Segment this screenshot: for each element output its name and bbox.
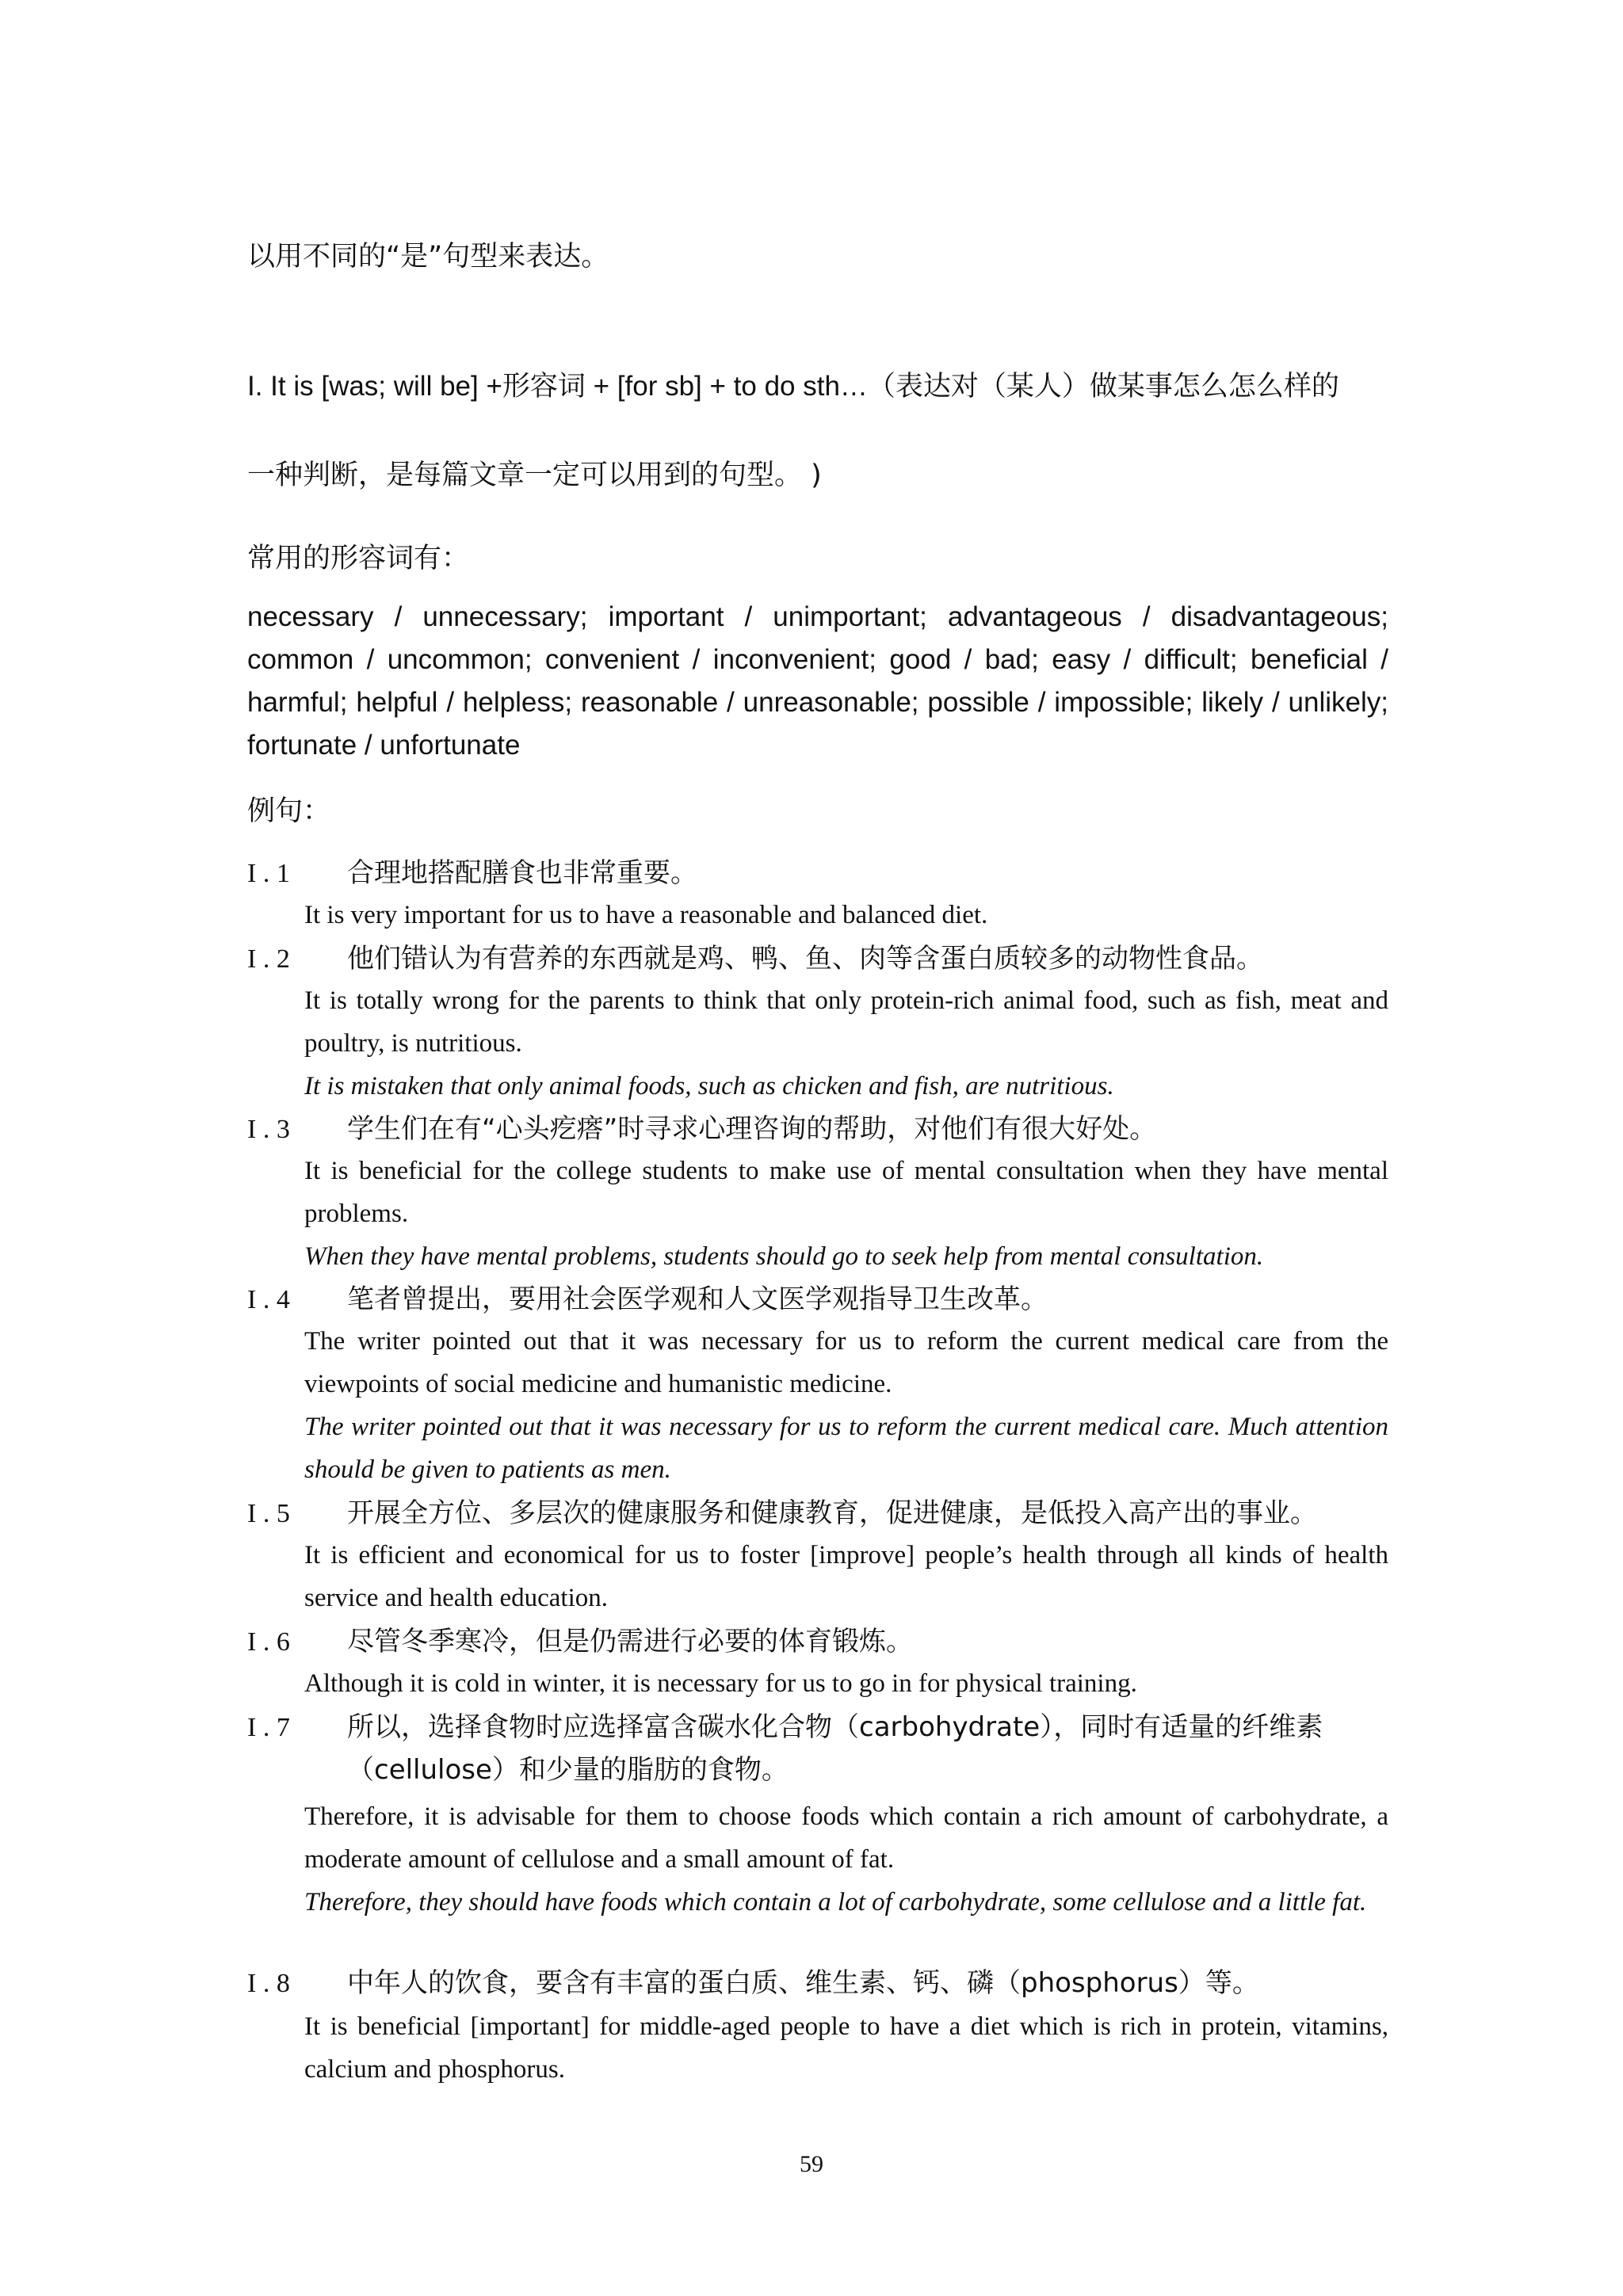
example-chinese: 笔者曾提出，要用社会医学观和人文医学观指导卫生改革。 bbox=[347, 1283, 1048, 1315]
example-8-heading bbox=[247, 1966, 1388, 2001]
example-2-heading bbox=[247, 941, 1388, 977]
example-number: I . 3 bbox=[247, 1115, 290, 1144]
example-5-translation: It is efficient and economical for us to foster [improve] people’s health through all kinds of health service and health education. bbox=[304, 1541, 1388, 1612]
example-7-heading bbox=[247, 1710, 1388, 1745]
pattern-description: （表达对（某人）做某事怎么怎么样的 bbox=[867, 371, 1339, 402]
example-4-translation: The writer pointed out that it was necessary for us to reform the current medical care from the viewpoints of social medicine and humanistic medicine. bbox=[304, 1327, 1388, 1398]
example-number: I . 5 bbox=[247, 1499, 290, 1528]
example-number: I . 4 bbox=[247, 1285, 290, 1314]
example-number: I . 1 bbox=[247, 859, 290, 888]
example-3-alternative: When they have mental problems, students should go to seek help from mental consultation. bbox=[304, 1242, 1264, 1271]
example-1-heading bbox=[247, 856, 1388, 891]
example-number: I . 6 bbox=[247, 1627, 290, 1657]
example-chinese: 所以，选择食物时应选择富含碳水化合物（carbohydrate），同时有适量的纤维素 bbox=[347, 1711, 1323, 1743]
example-3-translation: It is beneficial for the college students to make use of mental consultation when they have mental problems. bbox=[304, 1157, 1388, 1228]
example-2-translation: It is totally wrong for the parents to think that only protein-rich animal food, such as fish, meat and poultry, is nutritious. bbox=[304, 986, 1388, 1058]
intro-line: 以用不同的“是”句型来表达。 bbox=[247, 241, 609, 273]
example-4-alternative: The writer pointed out that it was necessary for us to reform the current medical care. Much attention should be given to patients as men. bbox=[304, 1413, 1388, 1484]
example-chinese: 尽管冬季寒冷，但是仍需进行必要的体育锻炼。 bbox=[347, 1626, 913, 1657]
example-chinese: 他们错认为有营养的东西就是鸡、鸭、鱼、肉等含蛋白质较多的动物性食品。 bbox=[347, 943, 1263, 974]
pattern-formula: I. It is [was; will be] +形容词 + [for sb] + to do sth… bbox=[247, 371, 868, 402]
examples-heading: 例句： bbox=[247, 795, 331, 827]
example-chinese: 学生们在有“心头疙瘩”时寻求心理咨询的帮助，对他们有很大好处。 bbox=[347, 1113, 1157, 1145]
pattern-line-1 bbox=[247, 369, 1388, 404]
example-8-translation: It is beneficial [important] for middle-aged people to have a diet which is rich in protein, vitamins, calcium and phosphorus. bbox=[304, 2012, 1388, 2084]
example-7-chinese-continued: （cellulose）和少量的脂肪的食物。 bbox=[347, 1754, 789, 1786]
pattern-line-2: 一种判断，是每篇文章一定可以用到的句型。 ) bbox=[247, 460, 822, 491]
example-number: I . 8 bbox=[247, 1969, 290, 1998]
example-number: I . 2 bbox=[247, 944, 290, 974]
example-1-translation: It is very important for us to have a reasonable and balanced diet. bbox=[304, 901, 988, 929]
example-5-heading bbox=[247, 1496, 1388, 1531]
example-6-heading bbox=[247, 1624, 1388, 1660]
example-chinese: 合理地搭配膳食也非常重要。 bbox=[347, 857, 697, 889]
example-chinese: 开展全方位、多层次的健康服务和健康教育，促进健康，是低投入高产出的事业。 bbox=[347, 1497, 1317, 1529]
adjectives-heading: 常用的形容词有： bbox=[247, 543, 470, 574]
example-6-translation: Although it is cold in winter, it is necessary for us to go in for physical training. bbox=[304, 1669, 1137, 1698]
example-number: I . 7 bbox=[247, 1713, 290, 1742]
example-chinese: 中年人的饮食，要含有丰富的蛋白质、维生素、钙、磷（phosphorus）等。 bbox=[347, 1967, 1259, 1999]
example-7-translation: Therefore, it is advisable for them to choose foods which contain a rich amount of carbohydrate, a moderate amount of cellulose and a small amount of fat. bbox=[304, 1802, 1388, 1874]
adjectives-list: necessary / unnecessary; important / unimportant; advantageous / disadvantageous; common / uncommon; convenient / inconvenient; good / bad; easy / difficult; beneficial / harmful; helpful / helpless; reasonable / unreasonable; possible / impossible; likely / unlikely; fortunate / unfortunate bbox=[247, 601, 1388, 761]
page-number: 59 bbox=[800, 2151, 823, 2177]
example-4-heading bbox=[247, 1282, 1388, 1318]
example-2-alternative: It is mistaken that only animal foods, such as chicken and fish, are nutritious. bbox=[304, 1072, 1114, 1100]
example-7-alternative: Therefore, they should have foods which contain a lot of carbohydrate, some cellulose and a little fat. bbox=[304, 1888, 1367, 1917]
example-3-heading bbox=[247, 1112, 1388, 1147]
